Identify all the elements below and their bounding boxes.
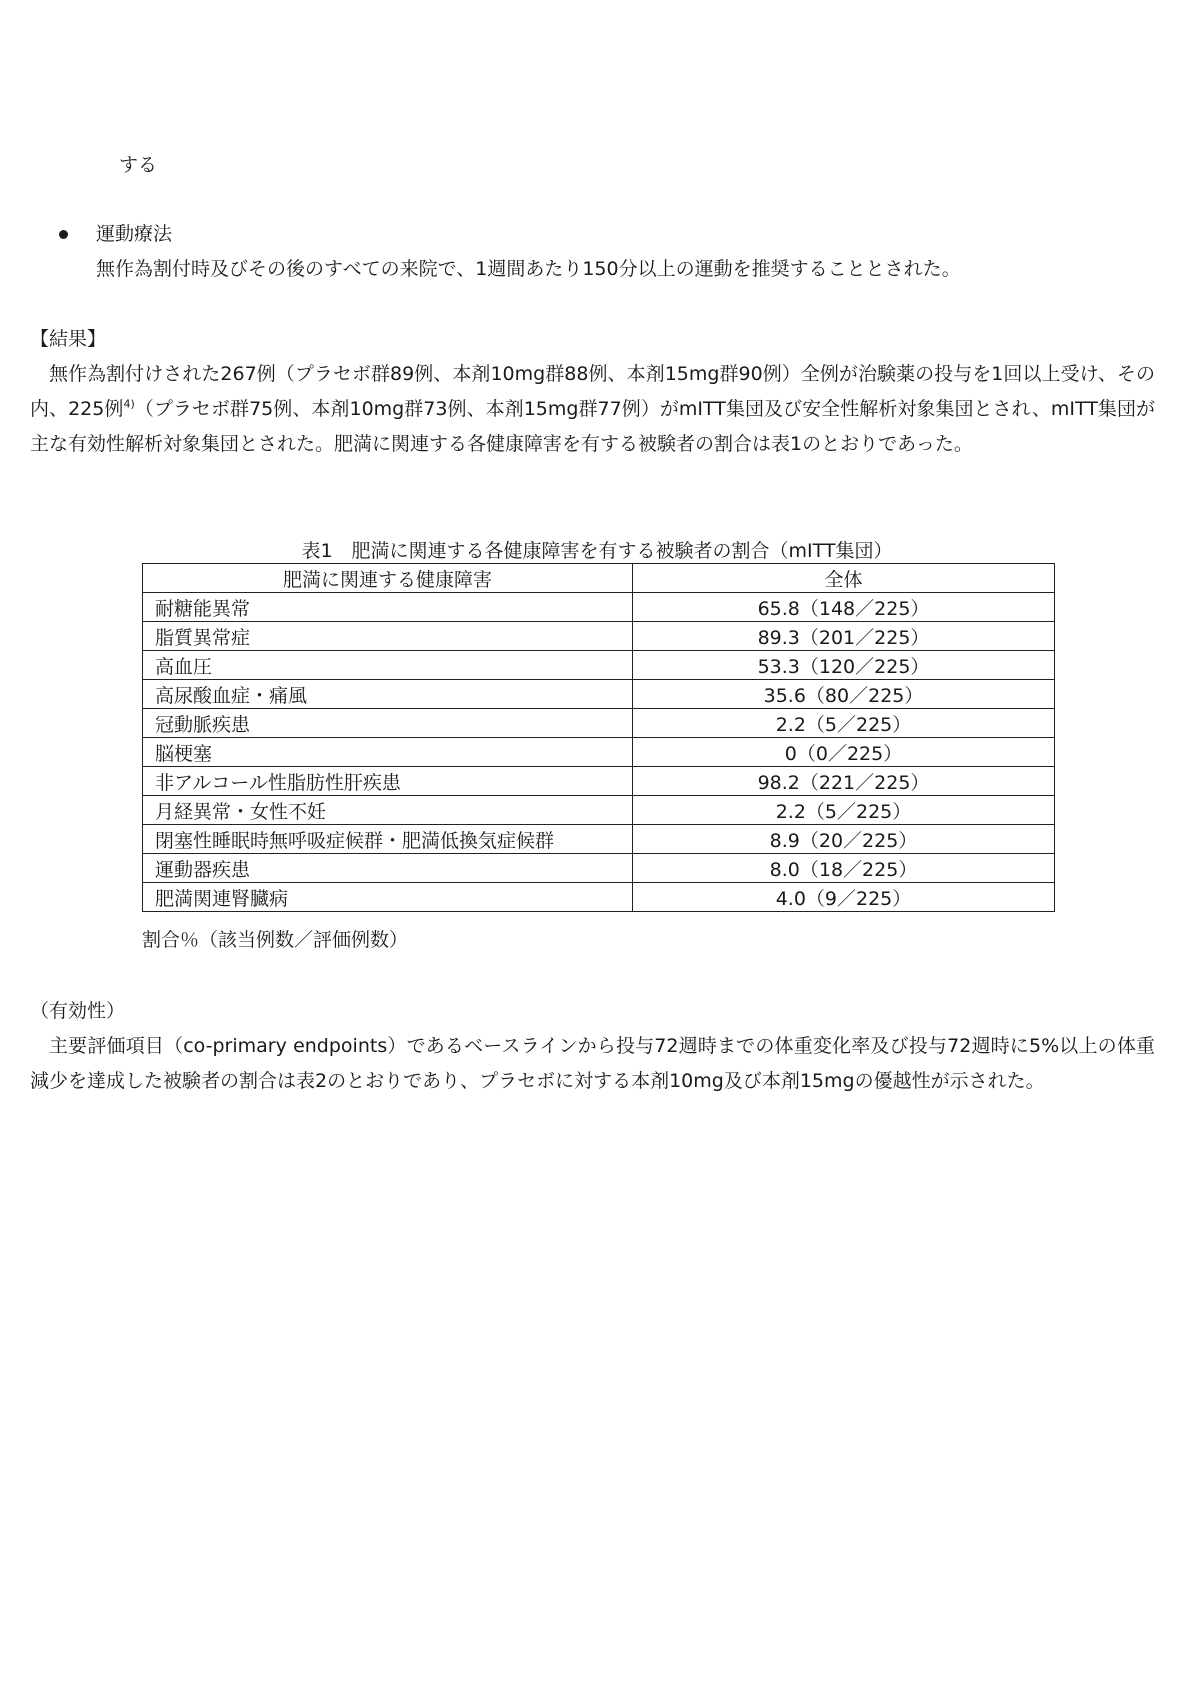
table-row xyxy=(143,680,1055,709)
disorder-cell: 高血圧 xyxy=(143,651,633,680)
table-header-row xyxy=(143,564,1055,593)
disorder-cell: 耐糖能異常 xyxy=(143,593,633,622)
ratio-cell: 8.0（18／225） xyxy=(633,854,1055,883)
table-note: 割合％（該当例数／評価例数） xyxy=(142,929,409,951)
exercise-body: 無作為割付時及びその後のすべての来院で、1週間あたり150分以上の運動を推奨することとされた。 xyxy=(96,258,961,280)
table-row xyxy=(143,854,1055,883)
ratio-cell: 2.2（5／225） xyxy=(633,709,1055,738)
disorder-cell: 閉塞性睡眠時無呼吸症候群・肥満低換気症候群 xyxy=(143,825,633,854)
bullet-icon xyxy=(59,230,68,239)
results-text-b: （プラセボ群75例、本剤10mg群73例、本剤15mg群77例）がmITT集団及び安全性解析対象集団とされ、mITT集団が主な有効性解析対象集団とされた。肥満に関連する各健康障害を有する被験者の割合は表1のとおりであった。 xyxy=(30,398,1155,455)
table-row xyxy=(143,796,1055,825)
ratio-cell: 8.9（20／225） xyxy=(633,825,1055,854)
ratio-cell: 4.0（9／225） xyxy=(633,883,1055,912)
disorder-cell: 月経異常・女性不妊 xyxy=(143,796,633,825)
disorder-cell: 脳梗塞 xyxy=(143,738,633,767)
ratio-cell: 65.8（148／225） xyxy=(633,593,1055,622)
disorder-cell: 冠動脈疾患 xyxy=(143,709,633,738)
table-row xyxy=(143,767,1055,796)
table-caption: 表1 肥満に関連する各健康障害を有する被験者の割合（mITT集団） xyxy=(301,540,893,562)
disorder-cell: 非アルコール性脂肪性肝疾患 xyxy=(143,767,633,796)
ratio-cell: 0（0／225） xyxy=(633,738,1055,767)
table-row xyxy=(143,651,1055,680)
ratio-cell: 98.2（221／225） xyxy=(633,767,1055,796)
disorder-cell: 肥満関連腎臓病 xyxy=(143,883,633,912)
disorder-cell: 運動器疾患 xyxy=(143,854,633,883)
efficacy-heading: （有効性） xyxy=(30,1000,126,1022)
results-text-a: 無作為割付けされた267例（プラセボ群89例、本剤10mg群88例、本剤15mg群90例）全例が治験薬の投与を1回以上受け、その内、225例 xyxy=(30,363,1155,420)
health-disorder-table xyxy=(142,563,1055,912)
table-row xyxy=(143,709,1055,738)
disorder-cell: 高尿酸血症・痛風 xyxy=(143,680,633,709)
reference-superscript: 4) xyxy=(123,397,135,411)
exercise-title: 運動療法 xyxy=(96,223,173,245)
lead-text: する xyxy=(119,154,158,176)
table-row xyxy=(143,622,1055,651)
disorder-cell: 脂質異常症 xyxy=(143,622,633,651)
table-row xyxy=(143,825,1055,854)
table-row xyxy=(143,883,1055,912)
ratio-cell: 53.3（120／225） xyxy=(633,651,1055,680)
results-heading: 【結果】 xyxy=(30,328,107,350)
table-row xyxy=(143,593,1055,622)
column-header-disorder: 肥満に関連する健康障害 xyxy=(143,564,633,593)
ratio-cell: 2.2（5／225） xyxy=(633,796,1055,825)
efficacy-paragraph: 主要評価項目（co-primary endpoints）であるベースラインから投与72週時までの体重変化率及び投与72週時に5%以上の体重減少を達成した被験者の割合は表2のとおりであり、プラセボに対する本剤10mg及び本剤15mgの優越性が示された。 xyxy=(30,1035,1155,1092)
table-row xyxy=(143,738,1055,767)
results-paragraph xyxy=(30,357,1155,462)
column-header-total: 全体 xyxy=(633,564,1055,593)
ratio-cell: 35.6（80／225） xyxy=(633,680,1055,709)
ratio-cell: 89.3（201／225） xyxy=(633,622,1055,651)
